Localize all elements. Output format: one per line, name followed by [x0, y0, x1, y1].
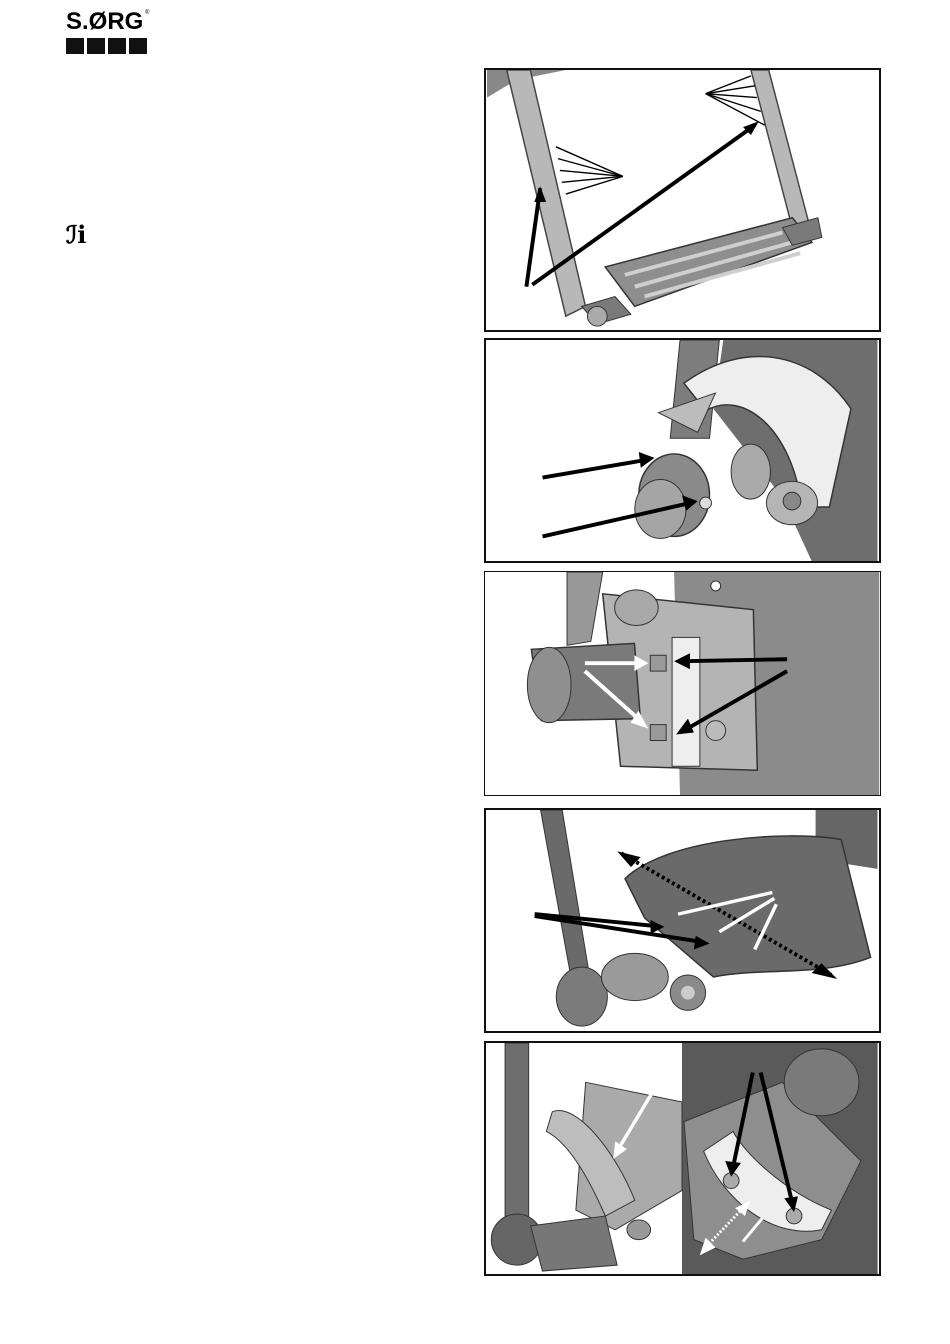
figure-footplate-tubes	[484, 68, 881, 332]
hinge-rotation-illustration	[486, 340, 879, 561]
footplate-mounting-illustration	[486, 1043, 879, 1274]
figure-footplate-adjustment	[484, 808, 881, 1033]
logo-text: S.ØRG	[66, 8, 144, 35]
wrench-info-icon: ℐi	[66, 220, 87, 249]
footplate-adjustment-illustration	[486, 810, 879, 1031]
logo-registered-mark: ®	[145, 10, 150, 16]
figure-footplate-mounting	[484, 1041, 881, 1276]
footplate-tubes-illustration	[486, 70, 879, 330]
sorg-logo	[66, 10, 150, 56]
figure-hinge-bolts	[484, 571, 881, 796]
figure-hinge-rotation	[484, 338, 881, 563]
hinge-bolts-illustration	[485, 572, 880, 795]
logo-blocks	[66, 38, 147, 54]
